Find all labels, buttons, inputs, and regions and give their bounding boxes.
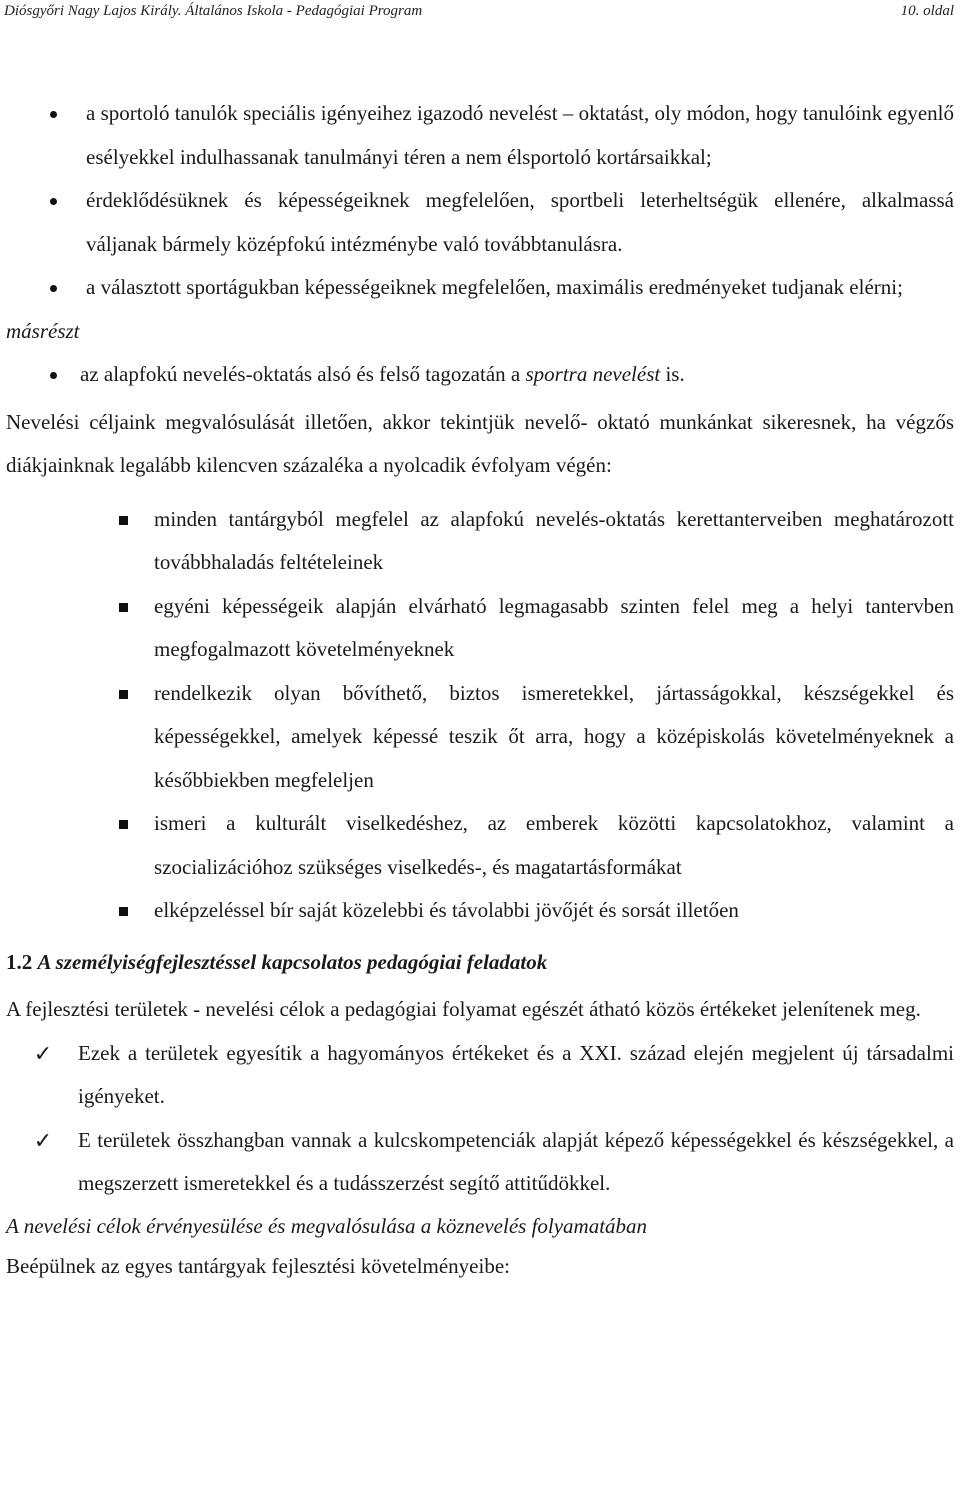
- bullet-dot-icon: [40, 266, 66, 310]
- list-item: elképzeléssel bír saját közelebbi és távolabbi jövőjét és sorsát illetően: [0, 889, 960, 933]
- list-item: egyéni képességeik alapján elvárható legmagasabb szinten felel meg a helyi tantervben megfogalmazott követelményeknek: [0, 585, 960, 672]
- list-item: az alapfokú nevelés-oktatás alsó és felső tagozatán a sportra nevelést is.: [0, 353, 960, 397]
- checkmark-icon: ✓: [33, 1040, 53, 1066]
- square-bullet-icon: [110, 672, 136, 716]
- header-page-number: 10. oldal: [900, 3, 954, 19]
- list-item: minden tantárgyból megfelel az alapfokú nevelés-oktatás kerettanterveiben meghatározott továbbhaladás feltételeinek: [0, 498, 960, 585]
- square-bullet-icon: [110, 889, 136, 933]
- list-item: a választott sportágukban képességeiknek megfelelően, maximális eredményeket tudjanak elérni;: [0, 266, 960, 310]
- list-item: érdeklődésüknek és képességeiknek megfelelően, sportbeli leterheltségük ellenére, alkalmassá váljanak bármely középfokú intézménybe való továbbtanulásra.: [0, 179, 960, 266]
- italic-subheading: A nevelési célok érvényesülése és megvalósulása a köznevelés folyamatában: [6, 1213, 648, 1238]
- section-heading: 1.2 A személyiségfejlesztéssel kapcsolatos pedagógiai feladatok: [6, 949, 548, 974]
- list-item: ✓ Ezek a területek egyesítik a hagyományos értékeket és a XXI. század elején megjelent új társadalmi igényeket.: [0, 1032, 960, 1119]
- document-body: [0, 92, 960, 1286]
- list-item: ✓ E területek összhangban vannak a kulcskompetenciák alapját képező képességekkel és készségekkel, a megszerzett ismeretekkel és a tudásszerzést segítő attitűdökkel.: [0, 1119, 960, 1206]
- bullet-dot-icon: [40, 353, 66, 397]
- closing-line: Beépülnek az egyes tantárgyak fejlesztési követelményeibe:: [6, 1253, 510, 1278]
- paragraph-goals: Nevelési céljaink megvalósulását illetően, akkor tekintjük nevelő- oktató munkánkat sikeresnek, ha végzős diákjainknak legalább kilencven százaléka a nyolcadik évfolyam végén:: [6, 409, 954, 477]
- header-document-title: Diósgyőri Nagy Lajos Király. Általános Iskola - Pedagógiai Program: [4, 3, 423, 19]
- list-item: rendelkezik olyan bővíthető, biztos ismeretekkel, jártasságokkal, készségekkel és képességekkel, amelyek képessé teszik őt arra, hogy a középiskolás követelményeknek a későbbiekben megfeleljen: [0, 672, 960, 803]
- bullet-dot-icon: [40, 92, 66, 136]
- square-bullet-icon: [110, 802, 136, 846]
- square-bullet-icon: [110, 498, 136, 542]
- masreszt-label: másrészt: [6, 318, 80, 343]
- square-bullet-icon: [110, 585, 136, 629]
- bullet-dot-icon: [40, 179, 66, 223]
- paragraph-areas: A fejlesztési területek - nevelési célok a pedagógiai folyamat egészét átható közös értékeket jelenítenek meg.: [6, 997, 921, 1021]
- list-item: ismeri a kulturált viselkedéshez, az emberek közötti kapcsolatokhoz, valamint a szocializációhoz szükséges viselkedés-, és magatartásformákat: [0, 802, 960, 889]
- checkmark-icon: ✓: [33, 1127, 53, 1153]
- list-item: a sportoló tanulók speciális igényeihez igazodó nevelést – oktatást, oly módon, hogy tanulóink egyenlő esélyekkel indulhassanak tanulmányi téren a nem élsportoló kortársaikkal;: [0, 92, 960, 179]
- page-header: [0, 0, 960, 46]
- square-list: [0, 498, 960, 933]
